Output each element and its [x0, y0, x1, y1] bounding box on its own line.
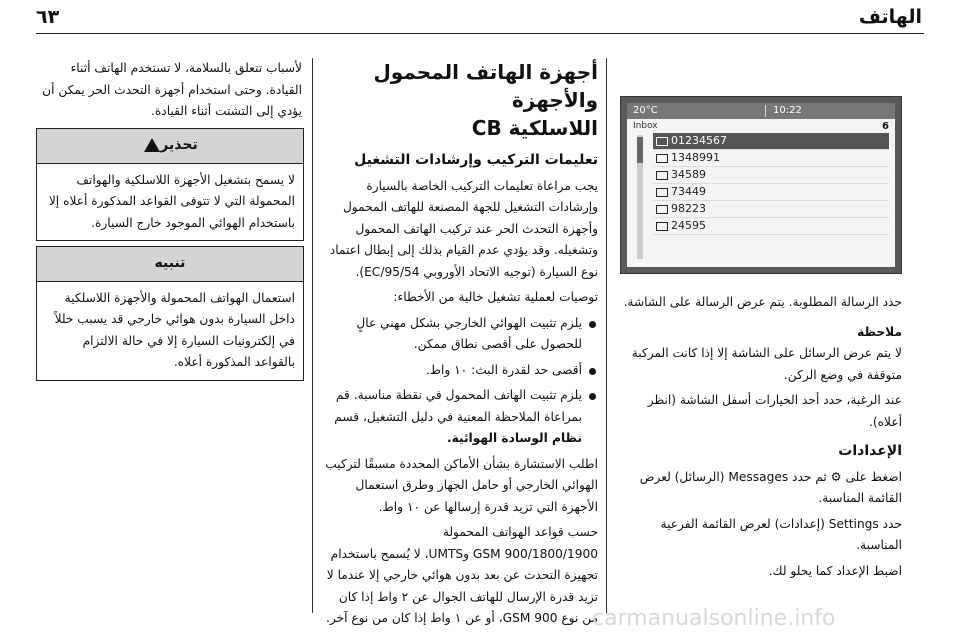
options-paragraph: عند الرغبة، حدد أحد الخيارات أسفل الشاشة (انظر أعلاه). [647, 393, 902, 429]
page-title: الهاتف [858, 6, 922, 28]
warning-body: لا يسمح بتشغيل الأجهزة اللاسلكية والهواتف المحمولة التي لا تتوفى القواعد المذكورة أعلاه إلا باستخدام الهوائي الموجود خارج السيارة. [48, 172, 295, 230]
scrollbar-thumb[interactable] [637, 137, 643, 163]
airbag-reference: نظام الوسادة الهوائية. [446, 431, 582, 445]
bullet-item: أقصى حد لقدرة البث: ١٠ واط. [322, 360, 598, 382]
envelope-icon [656, 154, 668, 163]
status-divider [765, 105, 766, 117]
column-divider [606, 58, 607, 613]
note-body: لا يتم عرض الرسائل على الشاشة إلا إذا كانت المركبة متوقفة في وضع الركن. [631, 346, 902, 382]
infotainment-screenshot [620, 96, 902, 274]
message-item[interactable]: 98223 [653, 201, 889, 218]
warning-box [36, 128, 304, 241]
inbox-label: Inbox [633, 121, 658, 131]
rules-intro: حسب قواعد الهواتف المحمولة [442, 525, 598, 539]
subsection-title: تعليمات التركيب وإرشادات التشغيل [354, 152, 598, 168]
warning-header: تحذير [37, 129, 303, 164]
message-list [653, 133, 889, 235]
screen-display [627, 103, 895, 267]
clock: 10:22 [773, 105, 802, 116]
right-column [616, 292, 902, 586]
message-item[interactable]: 24595 [653, 218, 889, 235]
bullet-item: يلزم تثبيت الهوائي الخارجي بشكل مهني عالٍ للحصول على أقصى نطاق ممكن. [322, 313, 598, 356]
message-item[interactable]: 1348991 [653, 150, 889, 167]
antenna-paragraph: اطلب الاستشارة بشأن الأماكن المحددة مسبقًا لتركيب الهوائي الخارجي أو حامل الجهاز وطرق استعمال الأجهزة التي تزيد قدرة إرسالها عن ١٠ واط. [325, 456, 598, 514]
page-header [0, 0, 960, 36]
envelope-icon [656, 137, 668, 146]
notice-header: تنبيه [37, 247, 303, 282]
message-item[interactable]: 01234567 [653, 133, 889, 150]
temperature: 20°C [633, 105, 658, 116]
bullet-item: يلزم تثبيت الهاتف المحمول في نقطة مناسبة. قم بمراعاة الملاحظة المعنية في دليل التشغيل، قسم نظام الوسادة الهوائية. [322, 385, 598, 450]
section-title-line-1: أجهزة الهاتف المحمول والأجهزة [373, 60, 598, 112]
envelope-icon [656, 222, 668, 231]
watermark: carmanualsonline.info [592, 606, 836, 631]
middle-column [322, 58, 598, 634]
note-title: ملاحظة [857, 324, 902, 339]
scrollbar[interactable] [637, 135, 643, 259]
warning-icon [144, 138, 160, 152]
section-title-line-2: اللاسلكية CB [471, 116, 598, 140]
caption: حدد الرسالة المطلوبة. يتم عرض الرسالة على الشاشة. [623, 295, 902, 309]
recommendations-intro: توصيات لعملية تشغيل خالية من الأخطاء: [393, 290, 598, 304]
message-item[interactable]: 34589 [653, 167, 889, 184]
settings-step-2: حدد Settings (إعدادات) لعرض القائمة الفرعية المناسبة. [660, 516, 902, 552]
settings-heading: الإعدادات [838, 443, 902, 459]
notice-box [36, 246, 304, 381]
rules-paragraph: GSM 900/1800/1900 وUMTS، لا يُسمح باستخدام تجهيزة التحدث عن بعد بدون هوائي خارجي إلا عندما لا تزيد قدرة الإرسال للهاتف الجوال عن ٢ واط إذا كان من نوع GSM 900، أو عن ١ واط إذا كان من نوع آخر. [325, 546, 598, 625]
notice-body: استعمال الهواتف المحمولة والأجهزة اللاسلكية داخل السيارة بدون هوائي خارجي قد يسبب خللاً في إلكترونيات السيارة إلا في حالة الالتزام بالقواعد المذكورة أعلاه. [54, 290, 295, 369]
settings-step-3: اضبط الإعداد كما يحلو لك. [768, 563, 902, 578]
safety-intro: لأسباب تتعلق بالسلامة، لا تستخدم الهاتف أثناء القيادة. وحتى استخدام أجهزة التحدث الحر يمكن أن يؤدي إلى التشتت أثناء القيادة. [42, 61, 302, 118]
message-item[interactable]: 73449 [653, 184, 889, 201]
message-count: 6 [882, 121, 889, 132]
page-number: ٦٣ [36, 6, 60, 28]
column-divider [312, 58, 313, 613]
envelope-icon [656, 171, 668, 180]
envelope-icon [656, 188, 668, 197]
settings-step-1: اضغط على ⚙ ثم حدد Messages (الرسائل) لعرض القائمة المناسبة. [639, 469, 902, 505]
left-column [36, 58, 302, 127]
header-rule [36, 33, 924, 34]
envelope-icon [656, 205, 668, 214]
status-bar [627, 103, 895, 119]
install-paragraph: يجب مراعاة تعليمات التركيب الخاصة بالسيارة وإرشادات التشغيل للجهة المصنعة للهاتف المحمول وأجهزة التحدث الحر عند تركيب الهاتف المحمول وتشغيله. وقد يؤدي عدم القيام بذلك إلى إبطال اعتماد نوع السيارة (توجيه الاتحاد الأوروبي 95/54/EC). [329, 178, 598, 279]
